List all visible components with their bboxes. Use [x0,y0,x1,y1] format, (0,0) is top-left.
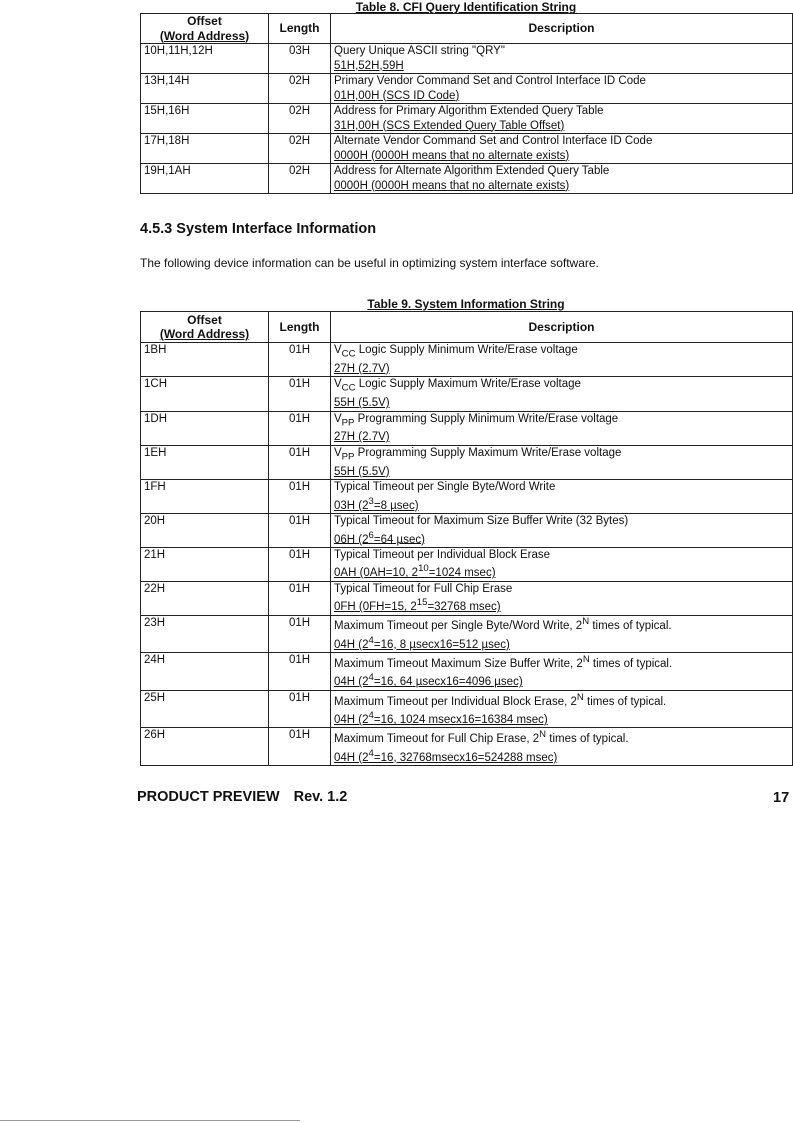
description-line2: 0AH (0AH=10, $2^{10}=1024$ msec) [334,563,496,580]
description-cell [331,164,793,194]
description-cell [331,653,793,691]
table-row [141,514,793,548]
table8-caption: Table 8. CFI Query Identification String [355,0,577,14]
description-cell [331,480,793,514]
description-line2: 0000H (0000H means that no alternate exists) [334,149,570,162]
description-line2: 55H (5.5V) [334,465,390,478]
description-line2: 04H ($2^4=16$, 32768msecx16=524288 msec) [334,747,558,764]
description-line1: Typical Timeout for Full Chip Erase [334,582,513,595]
offset-cell: 22H [141,581,269,615]
description-line1: Typical Timeout per Single Byte/Word Write [334,481,556,494]
description-cell [331,44,793,74]
section-intro: The following device information can be useful in optimizing system interface software. [140,256,599,270]
table-row [141,653,793,691]
description-line1: Alternate Vendor Command Set and Control Interface ID Code [334,135,653,147]
description-line2: 27H (2.7V) [334,362,390,375]
table-row [141,547,793,581]
length-cell: 02H [269,134,331,164]
description-line1: Primary Vendor Command Set and Control Interface ID Code [334,75,646,87]
description-cell [331,547,793,581]
offset-cell: 1FH [141,480,269,514]
description-line1: Query Unique ASCII string "QRY" [334,45,505,57]
table-row [141,74,793,104]
table8-cfi-query-identification [140,13,793,194]
length-cell: 02H [269,104,331,134]
description-line2: 04H ($2^4=16$, 1024 msecx16=16384 msec) [334,710,548,726]
offset-header [141,14,269,44]
description-line1: Maximum Timeout per Individual Block Erase, $2^N$ times of typical. [334,691,667,708]
offset-cell: 1BH [141,343,269,377]
length-header: Length [269,312,331,343]
description-cell [331,615,793,653]
description-line2: 51H,52H,59H [334,59,404,72]
footer-product-status [137,789,347,805]
description-header: Description [331,312,793,343]
table9-system-information [140,311,793,766]
description-cell [331,411,793,445]
description-line2: 0FH (0FH=15, $2^{15}=32768$ msec) [334,597,501,613]
table-row [141,480,793,514]
description-cell [331,74,793,104]
description-line1: $V_{PP}$ Programming Supply Maximum Write/Erase voltage [334,446,622,463]
length-cell: 01H [269,411,331,445]
description-cell [331,581,793,615]
description-line2: 55H (5.5V) [334,397,390,410]
offset-cell: 26H [141,728,269,766]
description-line1: Typical Timeout per Individual Block Erase [334,548,551,561]
description-line1: Address for Alternate Algorithm Extended Query Table [334,165,610,177]
length-cell: 01H [269,480,331,514]
offset-cell: 20H [141,514,269,548]
table-row [141,44,793,74]
length-cell: 01H [269,690,331,728]
description-line1: Typical Timeout for Maximum Size Buffer Write (32 Bytes) [334,515,629,528]
offset-header-line1: Offset [187,312,222,327]
description-cell [331,690,793,728]
table-row [141,615,793,653]
table-row [141,728,793,766]
length-cell: 01H [269,343,331,377]
table-row [141,343,793,377]
description-line2: 27H (2.7V) [334,431,390,444]
offset-cell: 24H [141,653,269,691]
offset-cell: 17H,18H [141,134,269,164]
length-cell: 01H [269,547,331,581]
description-line1: $V_{CC}$ Logic Supply Minimum Write/Erase voltage [334,344,578,360]
description-header: Description [331,14,793,44]
description-cell [331,377,793,411]
offset-cell: 21H [141,547,269,581]
table-row [141,581,793,615]
description-line1: $V_{CC}$ Logic Supply Maximum Write/Erase voltage [334,378,581,394]
table-row [141,690,793,728]
length-cell: 01H [269,514,331,548]
table8-body [141,44,793,194]
footer-label: PRODUCT PREVIEW [137,789,280,805]
table-row [141,164,793,194]
description-line1: $V_{PP}$ Programming Supply Minimum Write/Erase voltage [334,412,619,428]
offset-header-line1: Offset [187,14,222,28]
table-row [141,104,793,134]
description-cell [331,104,793,134]
description-line1: Maximum Timeout per Single Byte/Word Write, $2^N$ times of typical. [334,616,672,633]
length-cell: 01H [269,615,331,653]
description-cell [331,514,793,548]
description-line2: 04H ($2^4=16$, 64 µsecx16=4096 µsec) [334,672,523,689]
offset-cell: 10H,11H,12H [141,44,269,74]
table9-body [141,343,793,766]
table9-header-row [141,312,793,343]
offset-cell: 1EH [141,445,269,479]
length-cell: 02H [269,74,331,104]
description-line2: 01H,00H (SCS ID Code) [334,89,460,102]
offset-cell: 1CH [141,377,269,411]
length-cell: 03H [269,44,331,74]
description-cell [331,134,793,164]
description-line2: 31H,00H (SCS Extended Query Table Offset) [334,119,565,132]
footer-revision: Rev. 1.2 [293,789,348,805]
offset-cell: 1DH [141,411,269,445]
table8-header-row [141,14,793,44]
description-line2: 06H ($2^6=64$ µsec) [334,529,425,546]
length-cell: 01H [269,445,331,479]
length-cell: 01H [269,653,331,691]
length-cell: 02H [269,164,331,194]
description-cell [331,343,793,377]
offset-cell: 23H [141,615,269,653]
description-line2: 03H ($2^3=8$ µsec) [334,495,419,512]
offset-header [141,312,269,343]
description-line1: Maximum Timeout Maximum Size Buffer Write, $2^N$ times of typical. [334,654,673,670]
table9-caption: Table 9. System Information String [367,297,565,311]
offset-header-line2: (Word Address) [159,327,250,341]
offset-cell: 15H,16H [141,104,269,134]
length-cell: 01H [269,377,331,411]
offset-cell: 25H [141,690,269,728]
bottom-rule [0,1120,300,1121]
table-row [141,377,793,411]
description-cell [331,445,793,479]
table-row [141,134,793,164]
description-cell [331,728,793,766]
description-line1: Maximum Timeout for Full Chip Erase, $2^N$ times of typical. [334,729,629,746]
length-header: Length [269,14,331,44]
description-line2: 0000H (0000H means that no alternate exists) [334,179,570,192]
description-line2: 04H ($2^4=16$, 8 µsecx16=512 µsec) [334,634,510,651]
length-cell: 01H [269,728,331,766]
offset-cell: 13H,14H [141,74,269,104]
description-line1: Address for Primary Algorithm Extended Query Table [334,105,604,117]
table-row [141,411,793,445]
table-row [141,445,793,479]
offset-header-line2: (Word Address) [159,28,250,43]
page-number: 17 [773,790,790,806]
offset-cell: 19H,1AH [141,164,269,194]
section-heading: 4.5.3 System Interface Information [140,221,377,237]
length-cell: 01H [269,581,331,615]
